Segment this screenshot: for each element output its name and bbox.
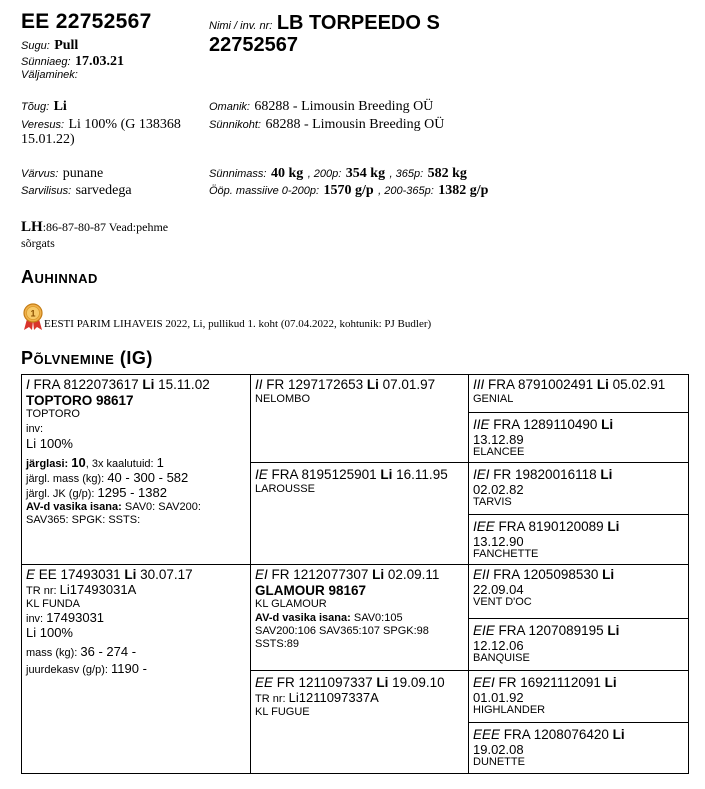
synniaeg-label: Sünniaeg: bbox=[21, 56, 71, 68]
toug-row bbox=[21, 97, 67, 115]
p365-label: , 365p: bbox=[389, 168, 424, 180]
pedigree-cell-EEI: EEI FR 16921112091 Li 01.01.92 HIGHLANDER bbox=[469, 671, 688, 723]
synnimass-value: 40 kg bbox=[270, 166, 304, 181]
pedigree-cell-E: E EE 17493031 Li 30.07.17 TR nr: Li17493031A KL FUNDA inv: 17493031 Li 100% mass (kg): 36 - 274 - juurdekasv (g/p): 1190 - bbox=[22, 565, 251, 773]
oop365-value: 1382 g/p bbox=[438, 183, 489, 198]
pedigree-cell-II: II FR 1297172653 Li 07.01.97 NELOMBO bbox=[251, 375, 469, 463]
sarvilisus-row bbox=[21, 181, 132, 199]
pedigree-title: Põlvnemine (IG) bbox=[21, 348, 153, 368]
varvus-label: Värvus: bbox=[21, 168, 59, 180]
pedigree-cell-IE: IE FRA 8195125901 Li 16.11.95 LAROUSSE bbox=[251, 463, 469, 565]
sugu-value: Pull bbox=[54, 38, 79, 53]
animal-id: EE 22752567 bbox=[21, 10, 152, 33]
pedigree-cell-EI: EI FR 1212077307 Li 02.09.11 GLAMOUR 98167 KL GLAMOUR AV-d vasika isana: SAV0:105 SAV200:106 SAV365:107 SPGK:98 SSTS:89 bbox=[251, 565, 469, 671]
pedigree-cell-IIE: IIE FRA 1289110490 Li 13.12.89 ELANCEE bbox=[469, 413, 688, 463]
sire-name: TOPTORO 98617 bbox=[26, 393, 134, 408]
pedigree-cell-IEE: IEE FRA 8190120089 Li 13.12.90 FANCHETTE bbox=[469, 515, 688, 565]
synniaeg-value: 17.03.21 bbox=[75, 54, 124, 69]
pedigree-cell-IEI: IEI FR 19820016118 Li 02.02.82 TARVIS bbox=[469, 463, 688, 515]
pedigree-cell-EE: EE FR 1211097337 Li 19.09.10 TR nr: Li1211097337A KL FUGUE bbox=[251, 671, 469, 773]
synnimass-label: Sünnimass: bbox=[209, 168, 267, 180]
ei-name: GLAMOUR 98167 bbox=[255, 583, 367, 598]
lh-label: LH bbox=[21, 219, 43, 235]
toug-value: Li bbox=[53, 99, 67, 114]
sarvilisus-label: Sarvilisus: bbox=[21, 185, 72, 197]
synniaeg-row bbox=[21, 52, 124, 70]
oop-row bbox=[209, 181, 488, 199]
oop365-label: , 200-365p: bbox=[378, 185, 434, 197]
veresus-value-2: 15.01.22) bbox=[21, 132, 75, 147]
veresus-label: Veresus: bbox=[21, 119, 65, 131]
oop200-value: 1570 g/p bbox=[323, 183, 374, 198]
omanik-label: Omanik: bbox=[209, 101, 250, 113]
veresus-row bbox=[21, 115, 181, 133]
toug-label: Tõug: bbox=[21, 101, 50, 113]
synnikoht-row bbox=[209, 115, 444, 133]
varvus-value: punane bbox=[62, 166, 104, 181]
omanik-row bbox=[209, 97, 433, 115]
valjaminek-label: Väljaminek: bbox=[21, 69, 78, 81]
pedigree-cell-EEE: EEE FRA 1208076420 Li 19.02.08 DUNETTE bbox=[473, 727, 625, 768]
animal-name: LB TORPEEDO S bbox=[276, 12, 440, 34]
award-text: EESTI PARIM LIHAVEIS 2022, Li, pullikud 1. koht (07.04.2022, kohtunik: PJ Budler) bbox=[44, 318, 432, 330]
awards-title: Auhinnad bbox=[21, 267, 98, 287]
omanik-value: 68288 - Limousin Breeding OÜ bbox=[254, 99, 434, 114]
lh-row bbox=[21, 218, 168, 236]
svg-text:1: 1 bbox=[30, 308, 36, 319]
sugu-label: Sugu: bbox=[21, 40, 50, 52]
nimi-row bbox=[209, 12, 440, 35]
mass-row bbox=[209, 164, 467, 182]
pedigree-cell-III: III FRA 8791002491 Li 05.02.91 GENIAL bbox=[469, 375, 688, 413]
pedigree-cell-I: I FRA 8122073617 Li 15.11.02 TOPTORO 98617 TOPTORO inv: Li 100% järglasi: 10, 3x kaalutuid: 1 järgl. mass (kg): 40 - 300 - 582 järgl. JK (g/p): 1295 - 1382 AV-d vasika isana: SAV0: SAV200: SAV365: SPGK: SSTS: bbox=[22, 375, 251, 565]
pedigree-table bbox=[21, 374, 689, 774]
veresus-value: Li 100% (G 138368 bbox=[68, 117, 181, 132]
p200-value: 354 kg bbox=[345, 166, 386, 181]
synnikoht-label: Sünnikoht: bbox=[209, 119, 261, 131]
varvus-row bbox=[21, 164, 103, 182]
lh-value: :86-87-80-87 Vead:pehme bbox=[42, 220, 169, 234]
oop-label: Ööp. massiive 0-200p: bbox=[209, 185, 320, 197]
nimi-label: Nimi / inv. nr: bbox=[209, 20, 273, 32]
lh-value-2: sõrgats bbox=[21, 236, 55, 250]
sarvilisus-value: sarvedega bbox=[75, 183, 132, 198]
p200-label: , 200p: bbox=[307, 168, 342, 180]
synnikoht-value: 68288 - Limousin Breeding OÜ bbox=[265, 117, 445, 132]
pedigree-cell-EIE: EIE FRA 1207089195 Li 12.12.06 BANQUISE bbox=[469, 619, 688, 671]
pedigree-cell-EII: EII FRA 1205098530 Li 22.09.04 VENT D'OC bbox=[469, 565, 688, 619]
animal-inv: 22752567 bbox=[209, 34, 298, 56]
medal-icon bbox=[22, 303, 44, 331]
p365-value: 582 kg bbox=[427, 166, 467, 181]
